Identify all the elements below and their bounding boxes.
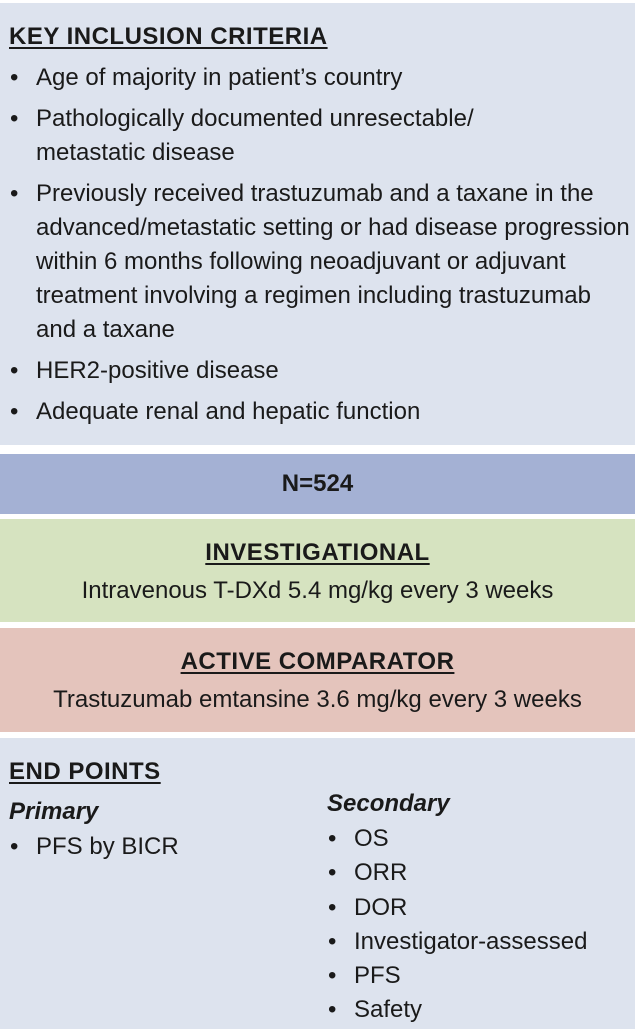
inclusion-list	[9, 61, 635, 429]
comparator-arm-panel	[0, 628, 635, 732]
secondary-item: • PFS	[327, 959, 587, 993]
secondary-item: • OS	[327, 822, 587, 856]
secondary-item: • Safety	[327, 993, 587, 1027]
investigational-description: Intravenous T-DXd 5.4 mg/kg every 3 weeks	[81, 577, 554, 604]
comparator-title: ACTIVE COMPARATOR	[180, 648, 455, 675]
inclusion-item: • Adequate renal and hepatic function	[9, 395, 635, 429]
secondary-item: • ORR	[327, 856, 587, 890]
comparator-description: Trastuzumab emtansine 3.6 mg/kg every 3 weeks	[53, 686, 582, 713]
endpoints-panel	[0, 738, 635, 1029]
inclusion-item: • Previously received trastuzumab and a taxane in the advanced/metastatic setting or had disease progression within 6 months following neoadjuvant or adjuvant treatment involving a regimen including trastuzumab and a taxane	[9, 177, 636, 347]
inclusion-item: • Age of majority in patient’s country	[9, 61, 635, 95]
primary-label: Primary	[9, 798, 99, 825]
primary-endpoints	[9, 798, 179, 864]
inclusion-item: • HER2-positive disease	[9, 354, 635, 388]
investigational-arm-panel	[0, 519, 635, 622]
inclusion-heading: KEY INCLUSION CRITERIA	[9, 23, 328, 50]
secondary-item: • DOR	[327, 891, 587, 925]
enrollment-count: N=524	[281, 470, 354, 497]
primary-item: • PFS by BICR	[9, 830, 179, 864]
secondary-list	[327, 822, 587, 1028]
inclusion-item: • Pathologically documented unresectable/ metastatic disease	[9, 102, 516, 170]
inclusion-criteria-panel	[0, 3, 635, 445]
secondary-item: • Investigator-assessed	[327, 925, 587, 959]
secondary-endpoints	[327, 790, 587, 1028]
endpoints-heading: END POINTS	[9, 758, 161, 785]
primary-list	[9, 830, 179, 864]
investigational-title: INVESTIGATIONAL	[205, 539, 430, 566]
secondary-label: Secondary	[327, 790, 450, 817]
enrollment-band	[0, 454, 635, 514]
